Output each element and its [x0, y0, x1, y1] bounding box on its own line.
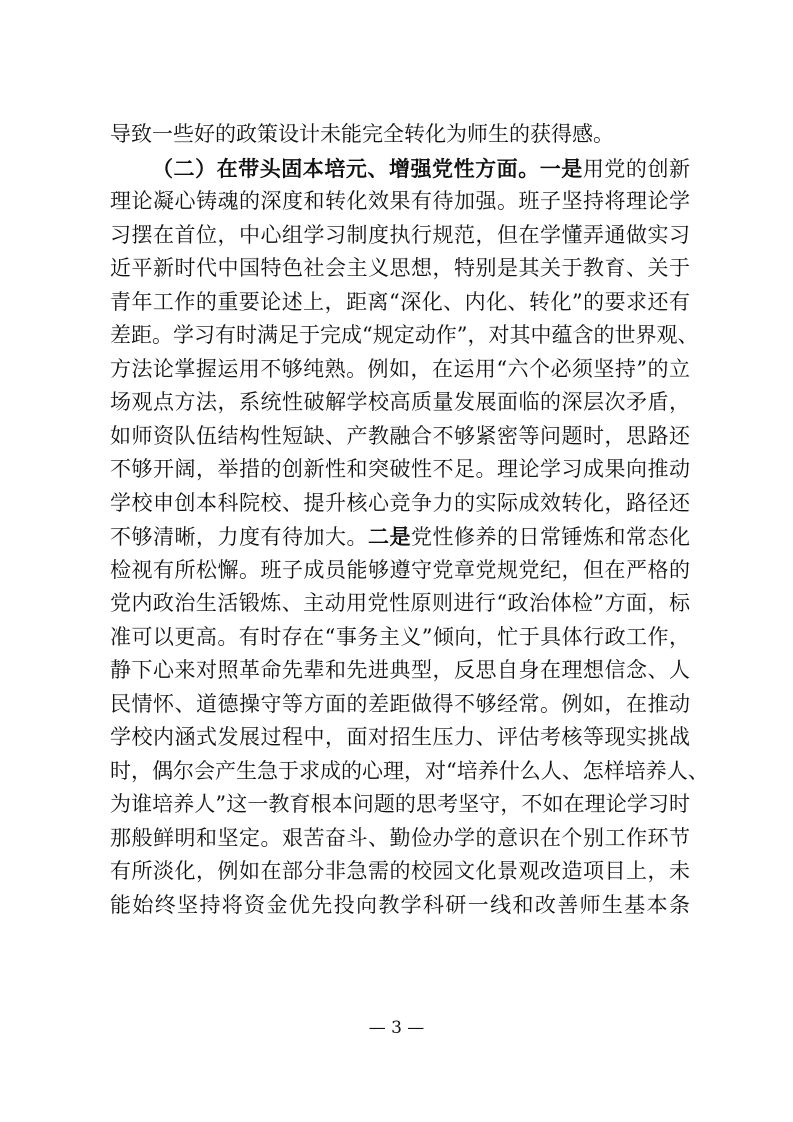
text-line: 场观点方法，系统性破解学校高质量发展面临的深层次矛盾， [110, 390, 690, 414]
text-line: 民情怀、道德操守等方面的差距做得不够经常。例如，在推动 [110, 691, 690, 716]
section-heading: （二）在带头固本培元、增强党性方面。一是 [152, 155, 583, 181]
text-line: 时，偶尔会产生急于求成的心理，对“培养什么人、怎样培养人、 [110, 758, 709, 783]
text-run: 用党的创新 [582, 156, 691, 181]
text-run: 不够清晰，力度有待加大。 [110, 525, 368, 549]
body-text [110, 118, 709, 922]
text-line: 学校内涵式发展过程中，面对招生压力、评估考核等现实挑战 [110, 725, 690, 749]
text-line: 准可以更高。有时存在“事务主义”倾向，忙于具体行政工作， [110, 624, 690, 649]
text-line: 不够开阔，举措的创新性和突破性不足。理论学习成果向推动 [110, 457, 690, 481]
text-line: 为谁培养人”这一教育根本问题的思考坚守，不如在理论学习时 [110, 792, 690, 816]
text-line: 如师资队伍结构性短缺、产教融合不够紧密等问题时，思路还 [110, 423, 690, 448]
section-heading-line [110, 152, 690, 186]
text-run: 党性修养的日常锤炼和常态化 [411, 525, 690, 549]
text-line: 习摆在首位，中心组学习制度执行规范，但在学懂弄通做实习 [110, 222, 690, 247]
text-line: 有所淡化，例如在部分非急需的校园文化景观改造项目上，未 [110, 859, 690, 883]
text-line: 党内政治生活锻炼、主动用党性原则进行“政治体检”方面，标 [110, 591, 690, 615]
text-line: 能始终坚持将资金优先投向教学科研一线和改善师生基本条 [110, 892, 690, 917]
text-line: 静下心来对照革命先辈和先进典型，反思自身在理想信念、人 [110, 658, 690, 682]
text-line: 近平新时代中国特色社会主义思想，特别是其关于教育、关于 [110, 256, 690, 280]
page-number: — 3 — [368, 1018, 425, 1038]
text-line: 检视有所松懈。班子成员能够遵守党章党规党纪，但在严格的 [110, 557, 690, 582]
text-line: 理论凝心铸魂的深度和转化效果有待加强。班子坚持将理论学 [110, 189, 690, 213]
text-line: 那般鲜明和坚定。艰苦奋斗、勤俭办学的意识在个别工作环节 [110, 825, 690, 850]
text-line [110, 520, 690, 554]
text-line: 青年工作的重要论述上，距离“深化、内化、转化”的要求还有 [110, 289, 690, 314]
text-line: 方法论掌握运用不够纯熟。例如，在运用“六个必须坚持”的立 [110, 356, 690, 381]
point-label: 二是 [368, 524, 411, 549]
text-line: 学校申创本科院校、提升核心竞争力的实际成效转化，路径还 [110, 490, 690, 515]
text-line: 差距。学习有时满足于完成“规定动作”，对其中蕴含的世界观、 [110, 323, 699, 347]
text-line: 导致一些好的政策设计未能完全转化为师生的获得感。 [110, 122, 614, 146]
